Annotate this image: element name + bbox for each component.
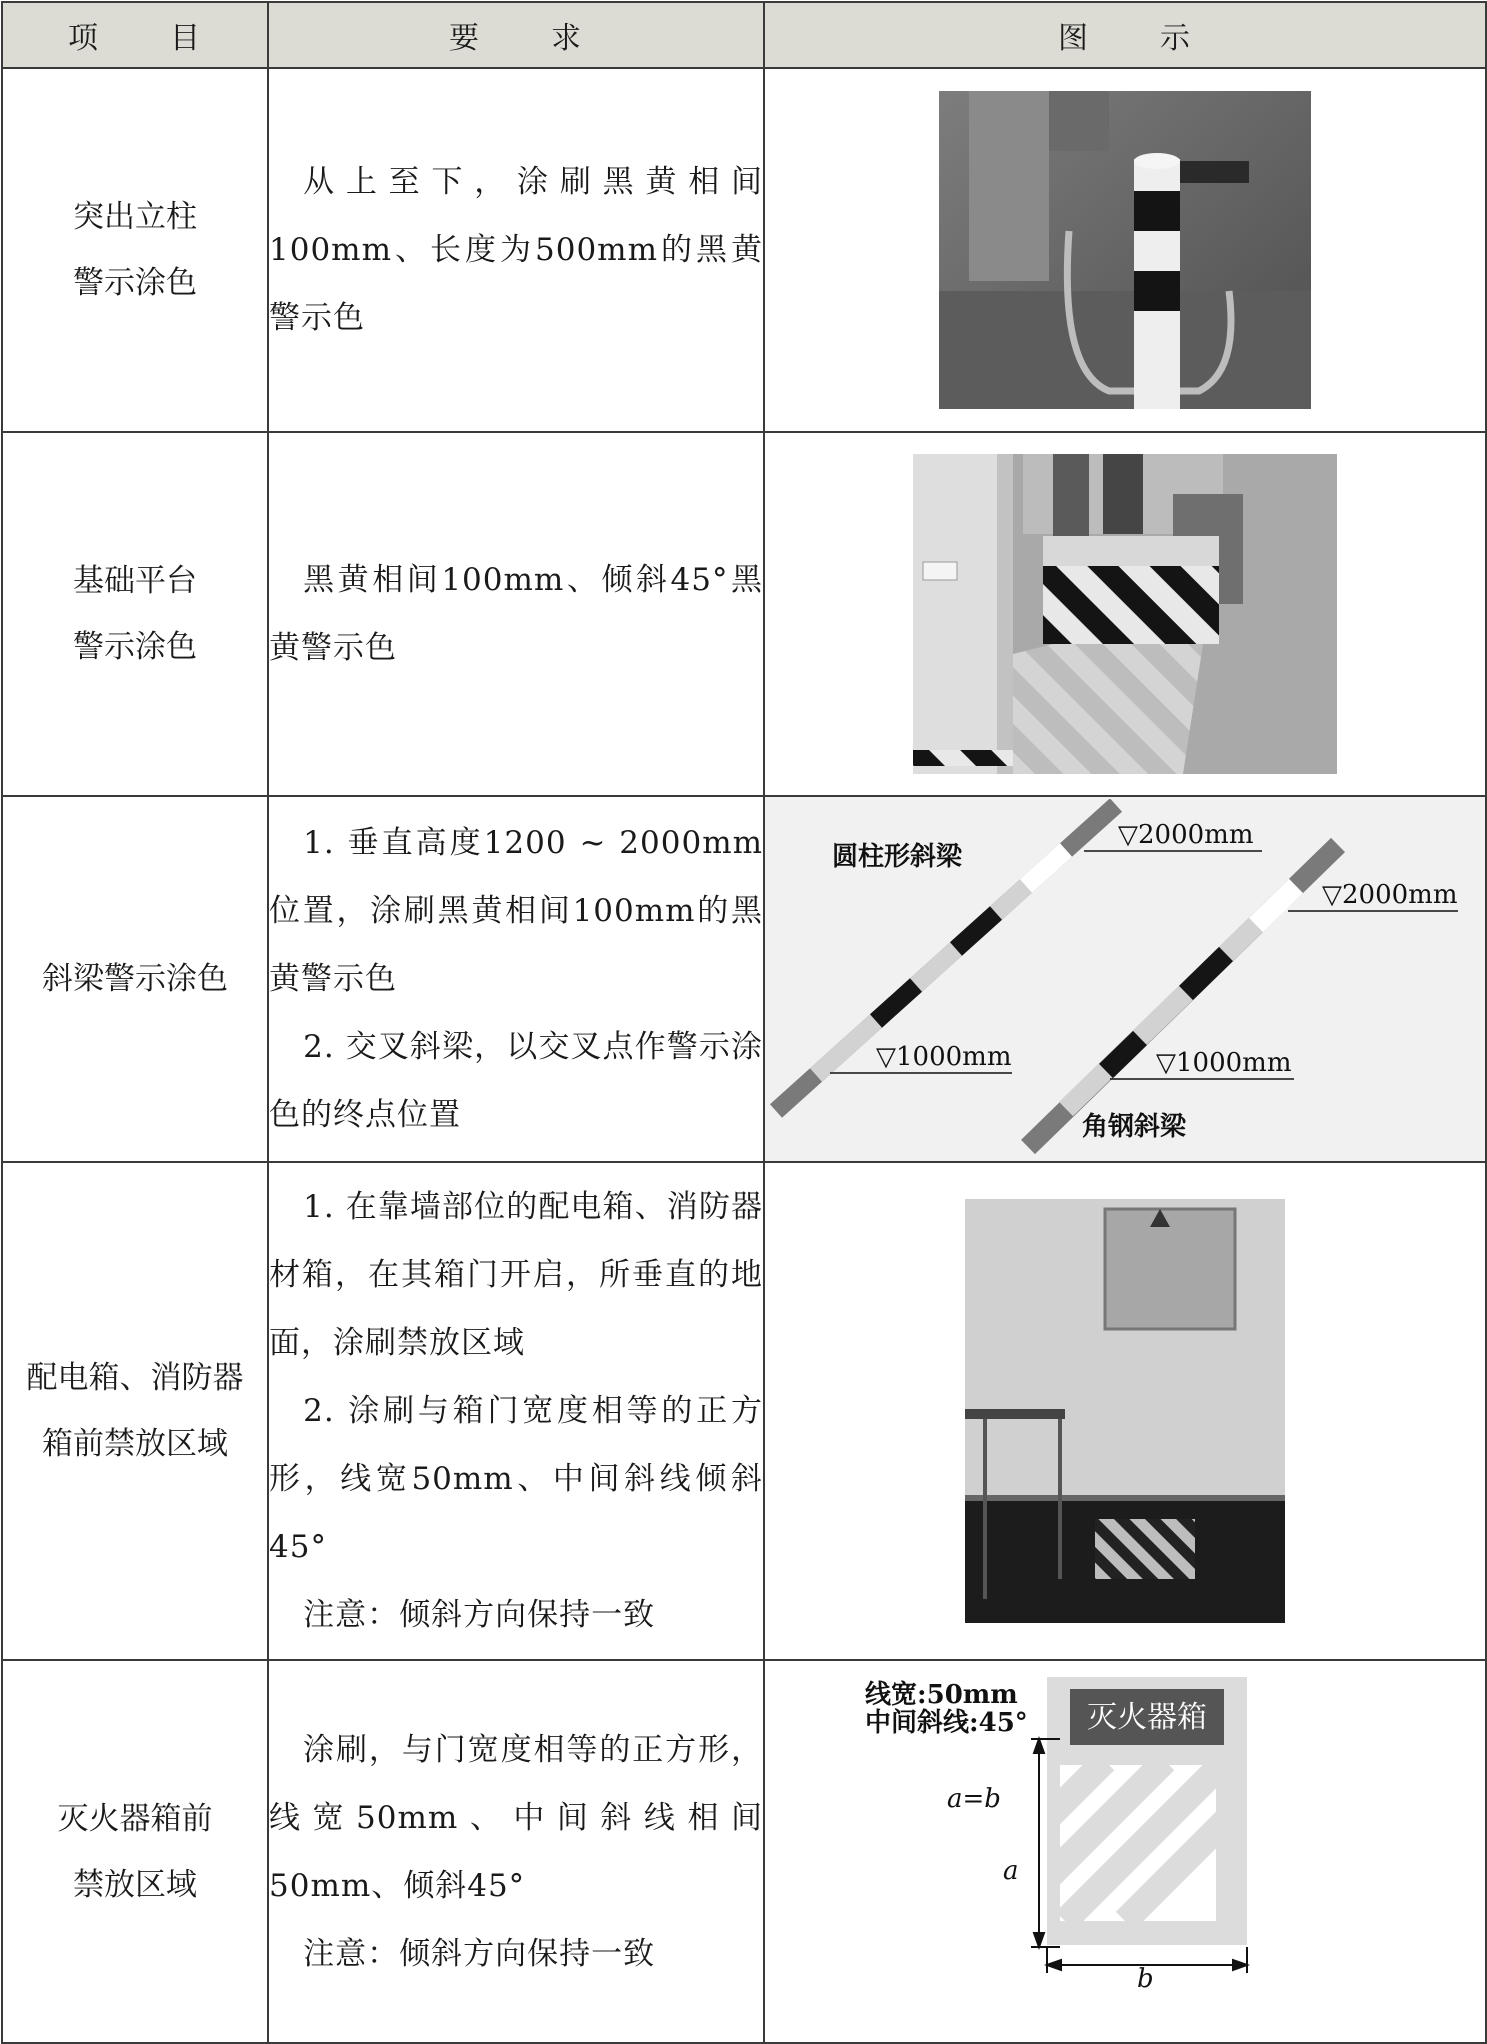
table-row xyxy=(2,1162,1486,1660)
requirement-cell: 1. 在靠墙部位的配电箱、消防器材箱，在其箱门开启，所垂直的地面，涂刷禁放区域 2. 涂刷与箱门宽度相等的正方形，线宽50mm、中间斜线倾斜45° 注意：倾斜方向保持一致 xyxy=(268,1162,764,1660)
distribution-box-photo xyxy=(965,1199,1285,1623)
item-cell: 基础平台 警示涂色 xyxy=(2,432,268,796)
platform-warning-photo xyxy=(913,454,1337,774)
requirement-cell: 黑黄相间100mm、倾斜45°黑黄警示色 xyxy=(268,432,764,796)
figure-cell xyxy=(764,796,1486,1162)
requirement-cell: 从上至下，涂刷黑黄相间100mm、长度为500mm的黑黄警示色 xyxy=(268,68,764,432)
figure-cell xyxy=(764,68,1486,432)
extinguisher-zone-diagram xyxy=(855,1667,1395,2037)
table-row xyxy=(2,432,1486,796)
mark-1000-right: ▽1000mm xyxy=(1156,1048,1292,1078)
beam-warning-diagram xyxy=(766,799,1484,1159)
mark-1000-left: ▽1000mm xyxy=(876,1042,1012,1072)
dim-b-label: b xyxy=(1137,1963,1154,1994)
round-beam-label: 圆柱形斜梁 xyxy=(832,842,963,872)
line-width-note: 线宽:50mm xyxy=(865,1679,1018,1710)
table-row xyxy=(2,68,1486,432)
header-item: 项 目 xyxy=(2,2,268,68)
diagonal-note: 中间斜线:45° xyxy=(865,1707,1028,1738)
mark-2000-left: ▽2000mm xyxy=(1118,820,1254,850)
dim-a-label: a xyxy=(1003,1855,1019,1886)
header-figure: 图 示 xyxy=(764,2,1486,68)
angle-beam-label: 角钢斜梁 xyxy=(1082,1112,1187,1142)
equal-note: a=b xyxy=(947,1783,1001,1814)
box-label: 灭火器箱 xyxy=(1087,1699,1207,1735)
column-warning-photo xyxy=(939,91,1311,409)
figure-cell xyxy=(764,1162,1486,1660)
item-cell: 突出立柱 警示涂色 xyxy=(2,68,268,432)
header-row xyxy=(2,2,1486,68)
item-cell: 配电箱、消防器 箱前禁放区域 xyxy=(2,1162,268,1660)
mark-2000-right: ▽2000mm xyxy=(1322,880,1458,910)
item-cell: 灭火器箱前 禁放区域 xyxy=(2,1660,268,2043)
requirement-cell: 1. 垂直高度1200 ~ 2000mm位置，涂刷黑黄相间100mm的黑黄警示色 2. 交叉斜梁，以交叉点作警示涂色的终点位置 xyxy=(268,796,764,1162)
figure-cell xyxy=(764,1660,1486,2043)
table-row xyxy=(2,796,1486,1162)
item-cell: 斜梁警示涂色 xyxy=(2,796,268,1162)
header-requirement: 要 求 xyxy=(268,2,764,68)
figure-cell xyxy=(764,432,1486,796)
spec-table xyxy=(1,1,1487,2044)
requirement-cell: 涂刷，与门宽度相等的正方形，线宽50mm、中间斜线相间50mm、倾斜45° 注意：倾斜方向保持一致 xyxy=(268,1660,764,2043)
table-row xyxy=(2,1660,1486,2043)
